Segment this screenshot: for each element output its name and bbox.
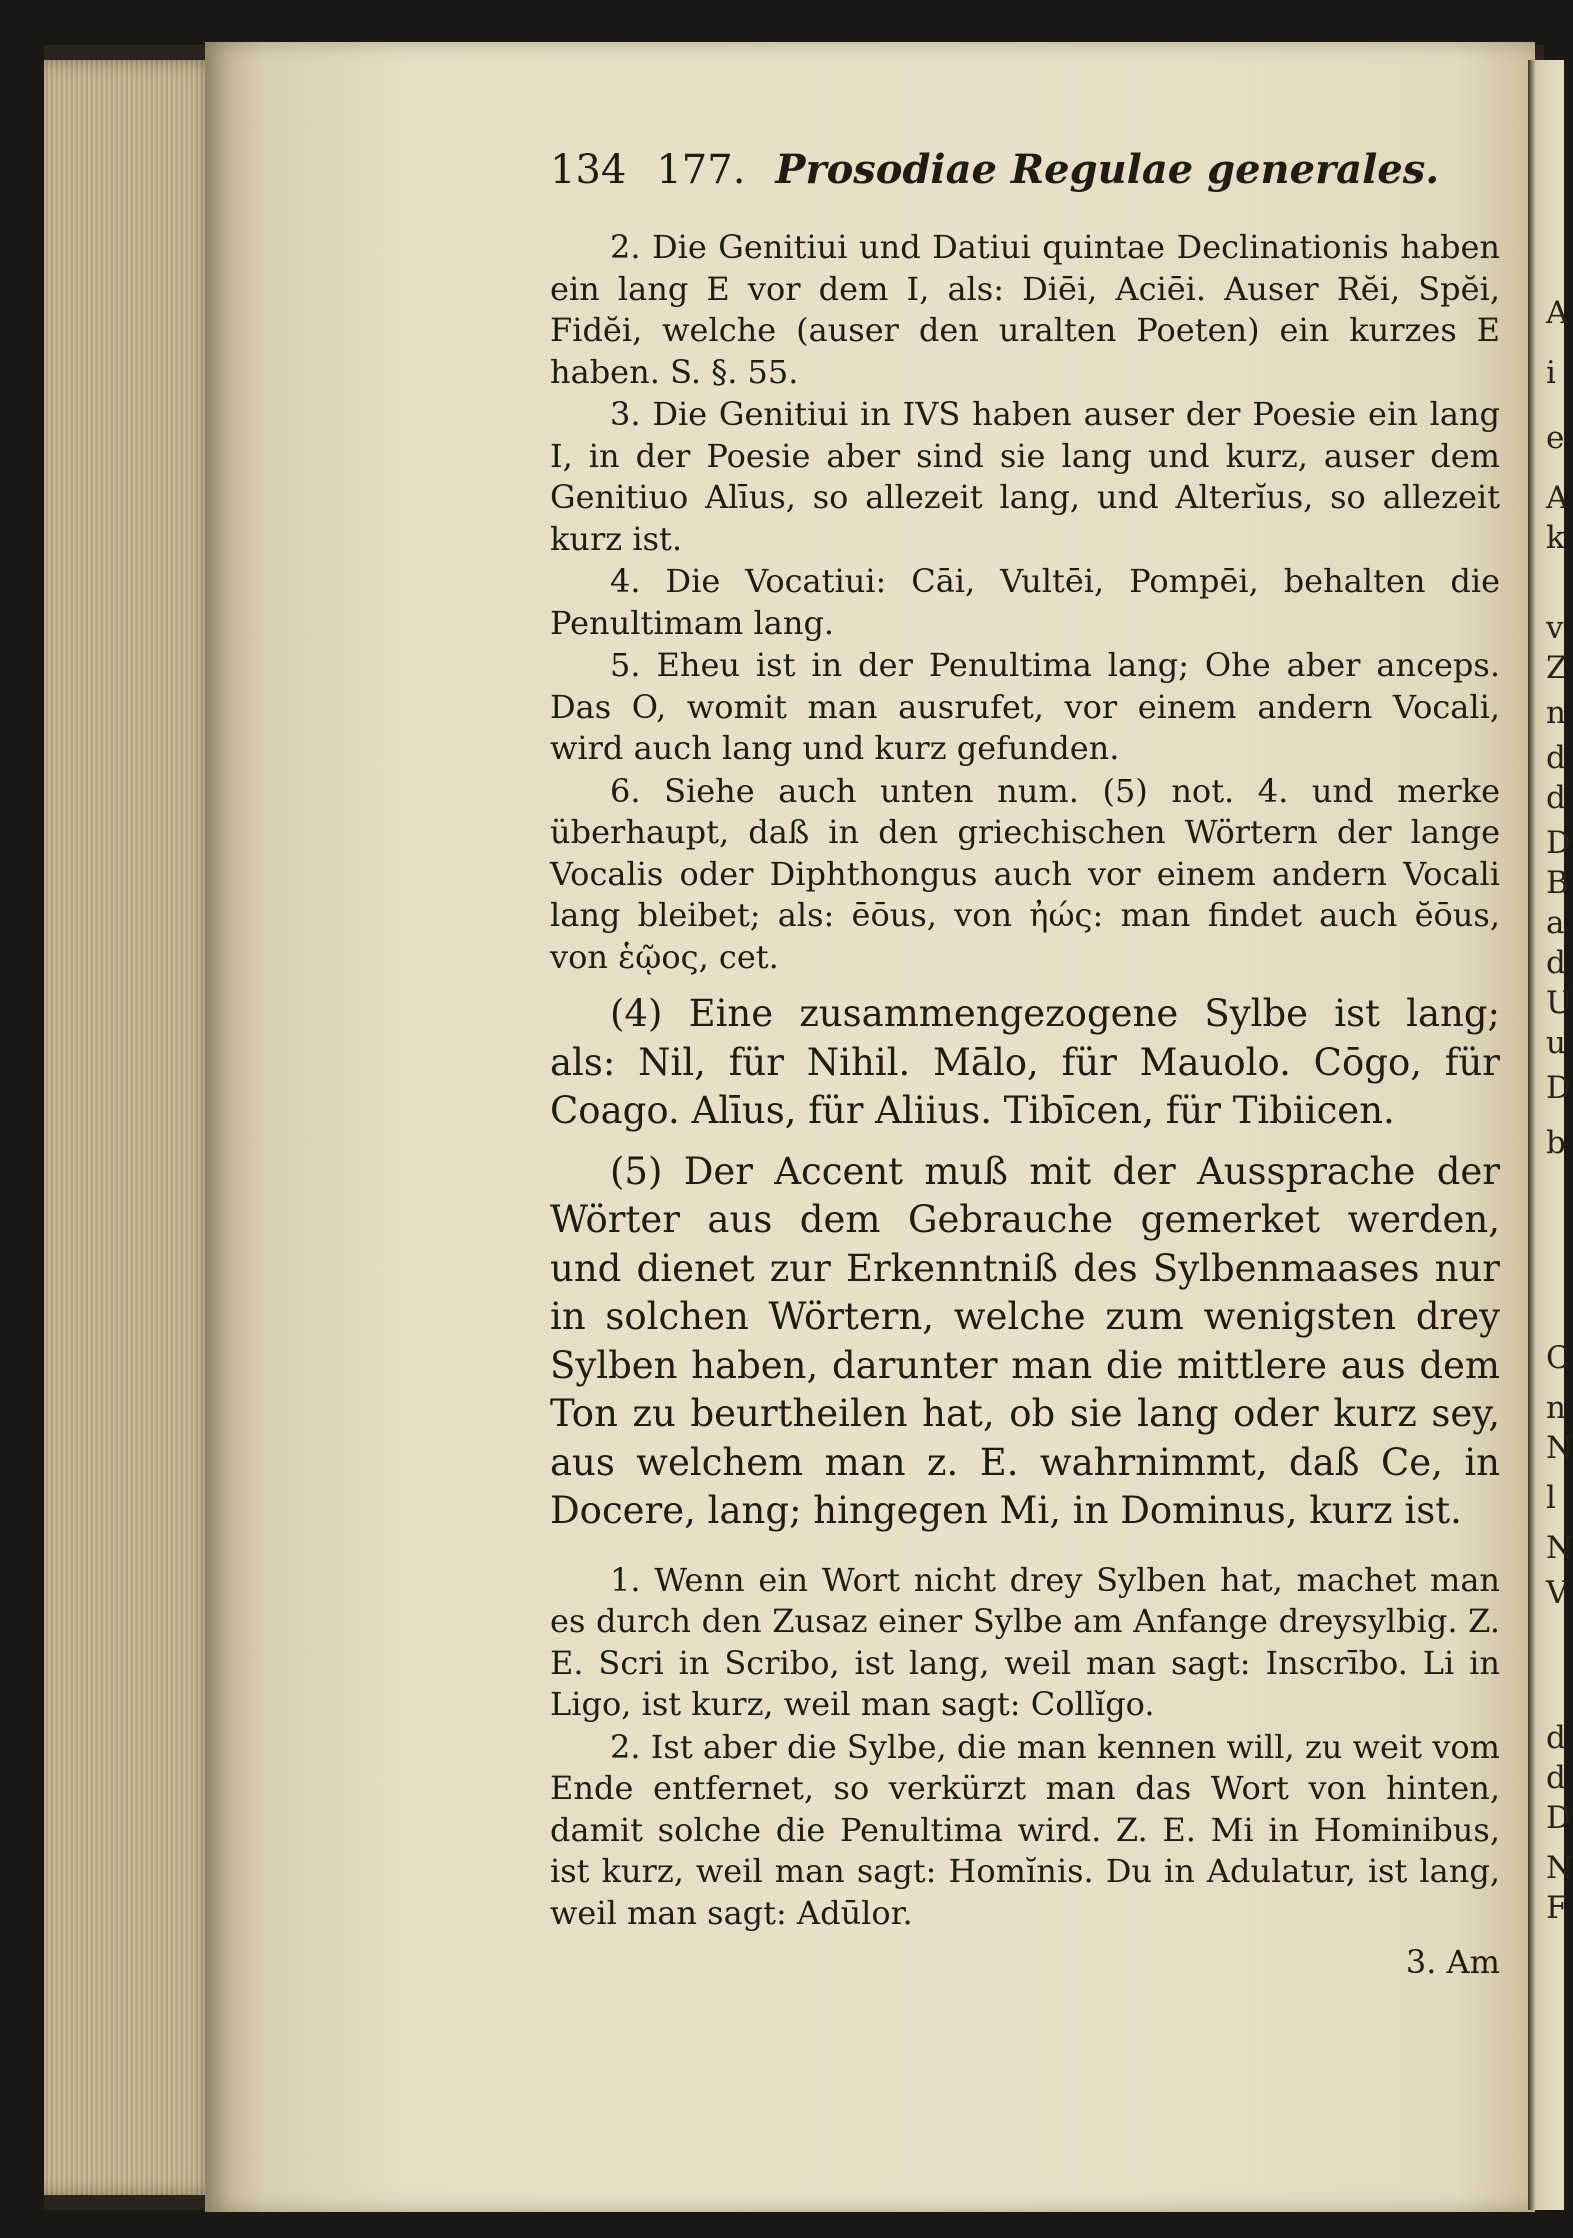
- running-header: [550, 145, 1500, 195]
- header-title: Prosodiae Regulae generales.: [775, 146, 1440, 193]
- facing-page-letter: D: [1546, 1070, 1571, 1106]
- facing-page-letter: U: [1546, 985, 1573, 1021]
- facing-page-letter: l: [1546, 1480, 1556, 1516]
- facing-page-letter: i: [1546, 355, 1556, 391]
- paragraph-sub-1: 1. Wenn ein Wort nicht drey Sylben hat, machet man es durch den Zusaz einer Sylbe am Anfange dreysylbig. Z. E. Scri in Scribo, ist lang, weil man sagt: Inscrībo. Li in Ligo, ist kurz, weil man sagt: Collĭgo.: [550, 1560, 1500, 1723]
- facing-page-letter: d: [1546, 945, 1566, 981]
- facing-page-letter: B: [1546, 865, 1569, 901]
- facing-page-letter: d: [1546, 780, 1566, 816]
- facing-page-letter: N: [1546, 1850, 1573, 1886]
- page-stack-edge: [44, 60, 219, 2195]
- facing-page-letter: u: [1546, 1025, 1566, 1061]
- paragraph-note-2: 2. Die Genitiui und Datiui quintae Declinationis haben ein lang E vor dem I, als: Diēi, Aciēi. Auser Rĕi, Spĕi, Fidĕi, welche (auser den uralten Poeten) ein kurzes E haben. S. §. 55.: [550, 228, 1500, 391]
- paragraph-note-3: 3. Die Genitiui in IVS haben auser der Poesie ein lang I, in der Poesie aber sind sie lang und kurz, auser dem Genitiuo Alīus, so allezeit lang, und Alterĭus, so allezeit kurz ist.: [550, 395, 1500, 558]
- facing-page-letter: D: [1546, 1800, 1571, 1836]
- facing-page-letter: N: [1546, 1430, 1573, 1466]
- paragraph-note-4: 4. Die Vocatiui: Cāi, Vultēi, Pompēi, behalten die Penultimam lang.: [550, 562, 1500, 642]
- facing-page-letter: e: [1546, 420, 1565, 456]
- page-number: 134: [550, 147, 627, 193]
- facing-page-letter: C: [1546, 1340, 1570, 1376]
- section-number: 177.: [656, 147, 746, 193]
- facing-page-letter: N: [1546, 1530, 1573, 1566]
- catchword: 3. Am: [1405, 1943, 1500, 1981]
- facing-page-letter: v: [1546, 610, 1564, 646]
- paragraph-note-5: 5. Eheu ist in der Penultima lang; Ohe aber anceps. Das O, womit man ausrufet, vor einem andern Vocali, wird auch lang und kurz gefunden.: [550, 646, 1500, 767]
- rule-5: (5) Der Accent muß mit der Aussprache der Wörter aus dem Gebrauche gemerket werden, und dienet zur Erkenntniß des Sylbenmaases nur in solchen Wörtern, welche zum wenigsten drey Sylben haben, darunter man die mittlere aus dem Ton zu beurtheilen hat, ob sie lang oder kurz sey, aus welchem man z. E. wahrnimmt, daß Ce, in Docere, lang; hingegen Mi, in Dominus, kurz ist.: [550, 1149, 1500, 1532]
- facing-page-letter: A: [1546, 480, 1569, 516]
- facing-page-letter: d: [1546, 1720, 1566, 1756]
- spacer: [550, 1546, 1500, 1560]
- rule-4: (4) Eine zusammengezogene Sylbe ist lang; als: Nil, für Nihil. Mālo, für Mauolo. Cōgo, für Coago. Alīus, für Aliius. Tibīcen, für Tibiicen.: [550, 992, 1500, 1132]
- facing-page-letter: d: [1546, 1760, 1566, 1796]
- facing-page-letter: n: [1546, 695, 1566, 731]
- facing-page-letter: A: [1546, 295, 1569, 331]
- page-text: [550, 145, 1500, 1984]
- facing-page-letter: d: [1546, 740, 1566, 776]
- paragraph-note-6: 6. Siehe auch unten num. (5) not. 4. und merke überhaupt, daß in den griechischen Wörtern der lange Vocalis oder Diphthongus auch vor einem andern Vocali lang bleibet; als: ēōus, von ἠώς: man findet auch ĕōus, von ἑῷος, cet.: [550, 771, 1500, 976]
- facing-page-letter: Z: [1546, 650, 1568, 686]
- facing-page-letter: D: [1546, 825, 1571, 861]
- paragraph-sub-2: 2. Ist aber die Sylbe, die man kennen will, zu weit vom Ende entfernet, so verkürzt man das Wort von hinten, damit solche die Penultima wird. Z. E. Mi in Hominibus, ist kurz, weil man sagt: Homĭnis. Du in Adulatur, ist lang, weil man sagt: Adūlor.: [550, 1727, 1500, 1932]
- facing-page-letter: F: [1546, 1890, 1568, 1926]
- facing-page-letter: b: [1546, 1125, 1566, 1161]
- facing-page-letter: a: [1546, 905, 1565, 941]
- facing-page-letter: k: [1546, 520, 1565, 556]
- facing-page-letter: n: [1546, 1390, 1566, 1426]
- facing-page-letter: V: [1546, 1575, 1569, 1611]
